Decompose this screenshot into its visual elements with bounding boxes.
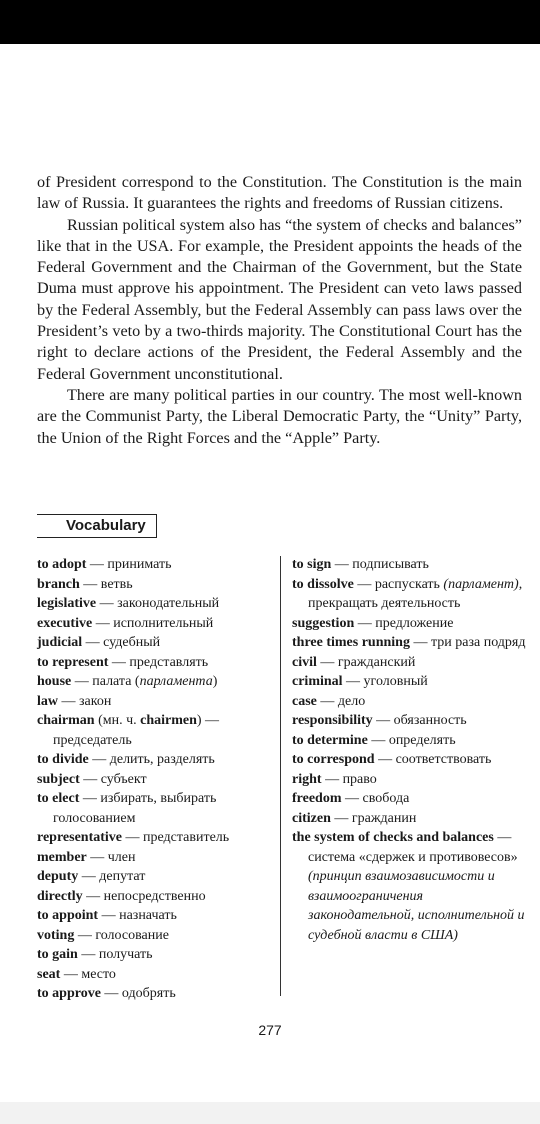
vocabulary-entry <box>292 731 528 751</box>
vocabulary-definition: принимать <box>107 557 172 572</box>
vocabulary-entry <box>37 848 273 868</box>
vocabulary-definition: делить, разделять <box>109 752 215 767</box>
vocabulary-definition: законодательный <box>117 596 220 611</box>
vocabulary-entry <box>37 692 273 712</box>
vocabulary-separator: — <box>71 674 93 689</box>
vocabulary-definition: предложение <box>375 615 454 631</box>
page-number: 277 <box>258 1022 282 1038</box>
paragraph: There are many political parties in our country. The most well-known are the Communist Party, the Liberal Democratic Party, the “Unity” Party, the Union of the Right Forces and the “Apple” Party. <box>37 385 522 447</box>
vocabulary-term-plural: chairmen <box>140 713 197 728</box>
vocabulary-separator: — <box>79 771 101 787</box>
vocabulary-definition: судебный <box>103 635 161 650</box>
vocabulary-term: to determine <box>292 732 368 748</box>
vocabulary-term: to correspond <box>292 752 375 767</box>
vocabulary-separator: — <box>122 830 144 845</box>
vocabulary-separator: — <box>409 635 431 650</box>
vocabulary-entry <box>37 926 273 946</box>
vocabulary-definition-italic: парламента <box>139 674 213 689</box>
vocabulary-term: citizen <box>292 810 331 826</box>
vocabulary-definition: гражданский <box>337 654 416 670</box>
vocabulary-term: judicial <box>37 635 83 650</box>
vocabulary-definition: три раза подряд <box>430 635 526 650</box>
vocabulary-term: right <box>292 771 322 787</box>
vocabulary-separator: — <box>316 654 338 670</box>
vocabulary-definition-end: , прекращать деятельность <box>308 576 523 611</box>
vocabulary-definition: палата ( <box>92 674 140 689</box>
vocabulary-term: to elect <box>37 791 80 806</box>
vocabulary-separator: — <box>86 849 108 865</box>
vocabulary-separator: ) — <box>196 713 220 728</box>
vocabulary-separator: — <box>78 869 100 884</box>
vocabulary-entry <box>37 906 273 926</box>
vocabulary-separator: — <box>98 908 120 923</box>
vocabulary-separator: — <box>100 986 122 1001</box>
vocabulary-entry <box>292 770 528 790</box>
vocabulary-separator: — <box>74 927 96 943</box>
vocabulary-definition: гражданин <box>351 810 417 826</box>
vocabulary-term: criminal <box>292 674 343 689</box>
vocabulary-separator: — <box>372 713 394 728</box>
vocabulary-definition: соответствовать <box>395 752 492 767</box>
bottom-bar <box>0 1102 540 1124</box>
vocabulary-term: legislative <box>37 596 97 611</box>
vocabulary-term: representative <box>37 830 123 845</box>
vocabulary-definition: председатель <box>53 732 132 748</box>
vocabulary-definition: голосование <box>95 927 169 943</box>
vocabulary-separator: — <box>77 947 99 962</box>
vocabulary-separator: — <box>321 771 343 787</box>
vocabulary-separator: — <box>86 557 108 572</box>
vocabulary-definition: право <box>342 771 377 787</box>
vocabulary-entry <box>292 672 528 692</box>
paragraph: of President correspond to the Constitution. The Constitution is the main law of Russia. It guarantees the rights and freedoms of Russian citizens. <box>37 173 522 213</box>
vocabulary-term: to divide <box>37 752 89 767</box>
vocabulary-term: civil <box>292 654 317 670</box>
vocabulary-definition: получать <box>98 947 153 962</box>
vocabulary-entry <box>37 633 273 653</box>
vocabulary-term: to represent <box>37 654 109 670</box>
vocabulary-term: responsibility <box>292 713 373 728</box>
vocabulary-definition: субъект <box>100 771 147 787</box>
vocabulary-separator: — <box>331 557 353 572</box>
vocabulary-separator: — <box>341 791 363 806</box>
vocabulary-definition: обязанность <box>393 713 467 728</box>
vocabulary-definition: закон <box>79 693 112 709</box>
vocabulary-separator: — <box>493 830 512 845</box>
vocabulary-entry <box>292 653 528 673</box>
vocabulary-term: chairman <box>37 713 95 728</box>
vocabulary-definition: избирать, выбирать голосованием <box>53 791 217 826</box>
vocabulary-separator: — <box>92 615 114 631</box>
vocabulary-entry <box>292 633 528 653</box>
vocabulary-left-column <box>37 555 273 1004</box>
vocabulary-definition-end: ) <box>212 674 218 689</box>
vocabulary-heading: Vocabulary <box>66 517 146 534</box>
vocabulary-entry <box>37 945 273 965</box>
vocabulary-separator: — <box>354 615 376 631</box>
vocabulary-separator: — <box>330 810 352 826</box>
vocabulary-term: suggestion <box>292 615 355 631</box>
vocabulary-definition: ветвь <box>100 576 133 592</box>
vocabulary-definition: представитель <box>143 830 230 845</box>
vocabulary-entry <box>37 614 273 634</box>
vocabulary-term: to sign <box>292 557 332 572</box>
vocabulary-entry <box>37 711 273 750</box>
vocabulary-definition: уголовный <box>363 674 428 689</box>
vocabulary-definition: система «сдержек и противовесов» <box>308 849 518 865</box>
vocabulary-separator: — <box>79 791 101 806</box>
vocabulary-entry <box>292 614 528 634</box>
vocabulary-right-column <box>292 555 528 945</box>
vocabulary-definition: место <box>81 966 116 982</box>
vocabulary-separator: — <box>374 752 396 767</box>
vocabulary-entry <box>37 789 273 828</box>
vocabulary-term: to dissolve <box>292 576 354 592</box>
vocabulary-entry <box>37 887 273 907</box>
vocabulary-definition: представлять <box>129 654 209 670</box>
vocabulary-term: case <box>292 693 317 709</box>
vocabulary-separator: — <box>82 888 104 904</box>
vocabulary-entry <box>37 672 273 692</box>
vocabulary-entry <box>292 692 528 712</box>
vocabulary-term: member <box>37 849 87 865</box>
vocabulary-term: freedom <box>292 791 342 806</box>
vocabulary-term: house <box>37 674 72 689</box>
vocabulary-separator: — <box>60 966 82 982</box>
vocabulary-separator: — <box>88 752 110 767</box>
vocabulary-definition: подписывать <box>352 557 429 572</box>
vocabulary-term: executive <box>37 615 93 631</box>
vocabulary-entry <box>292 750 528 770</box>
top-status-bar <box>0 0 540 44</box>
vocabulary-term: branch <box>37 576 80 592</box>
vocabulary-term: subject <box>37 771 80 787</box>
vocabulary-term: seat <box>37 966 61 982</box>
vocabulary-entry <box>37 965 273 985</box>
vocabulary-definition: назначать <box>119 908 177 923</box>
vocabulary-entry <box>37 653 273 673</box>
paragraph: Russian political system also has “the system of checks and balances” like that in the USA. For example, the President appoints the heads of the Federal Government and the Chairman of the Government, but the State Duma must approve his appointment. The President can veto laws passed by the Federal Assembly, but the Federal Assembly can pass laws over the President’s veto by a two-thirds majority. The Constitutional Court has the right to declare actions of the President, the Federal Assembly and the Federal Government unconstitutional. <box>37 215 522 383</box>
vocabulary-entry <box>292 711 528 731</box>
vocabulary-term: to gain <box>37 947 78 962</box>
vocabulary-term: the system of checks and balances <box>292 830 494 845</box>
vocabulary-term: to approve <box>37 986 101 1001</box>
vocabulary-definition: одобрять <box>121 986 176 1001</box>
vocabulary-definition: свобода <box>362 791 410 806</box>
vocabulary-entry <box>37 770 273 790</box>
vocabulary-separator: — <box>58 693 79 709</box>
vocabulary-definition-italic: (парламент) <box>443 576 519 592</box>
vocabulary-entry <box>37 575 273 595</box>
vocabulary-entry <box>37 984 273 1004</box>
vocabulary-separator: — <box>316 693 338 709</box>
vocabulary-definition: депутат <box>99 869 146 884</box>
vocabulary-definition: член <box>107 849 136 865</box>
vocabulary-definition: распускать <box>374 576 444 592</box>
vocabulary-entry <box>292 809 528 829</box>
vocabulary-definition: исполнительный <box>113 615 214 631</box>
column-divider <box>280 556 281 996</box>
vocabulary-term: three times running <box>292 635 410 650</box>
vocabulary-entry <box>292 828 528 945</box>
vocabulary-definition: дело <box>337 693 366 709</box>
vocabulary-note: (мн. ч. <box>94 713 141 728</box>
vocabulary-entry <box>37 867 273 887</box>
vocabulary-term: voting <box>37 927 75 943</box>
vocabulary-separator: — <box>79 576 101 592</box>
vocabulary-separator: — <box>96 596 118 611</box>
vocabulary-entry <box>37 594 273 614</box>
vocabulary-term: to adopt <box>37 557 87 572</box>
vocabulary-separator: — <box>108 654 130 670</box>
vocabulary-entry <box>37 750 273 770</box>
vocabulary-entry <box>292 575 528 614</box>
vocabulary-separator: — <box>353 576 375 592</box>
vocabulary-entry <box>292 555 528 575</box>
vocabulary-term: deputy <box>37 869 79 884</box>
vocabulary-definition: определять <box>388 732 456 748</box>
vocabulary-separator: — <box>82 635 104 650</box>
body-text <box>37 172 522 449</box>
vocabulary-entry <box>292 789 528 809</box>
vocabulary-term: to appoint <box>37 908 99 923</box>
vocabulary-separator: — <box>342 674 364 689</box>
vocabulary-definition: непосредственно <box>103 888 206 904</box>
vocabulary-term: directly <box>37 888 83 904</box>
vocabulary-entry <box>37 555 273 575</box>
vocabulary-term: law <box>37 693 58 709</box>
vocabulary-separator: — <box>367 732 389 748</box>
vocabulary-definition-italic: (принцип взаимозависимости и взаимоограничения законодательной, исполнительной и судебной власти в США) <box>308 869 525 943</box>
vocabulary-entry <box>37 828 273 848</box>
